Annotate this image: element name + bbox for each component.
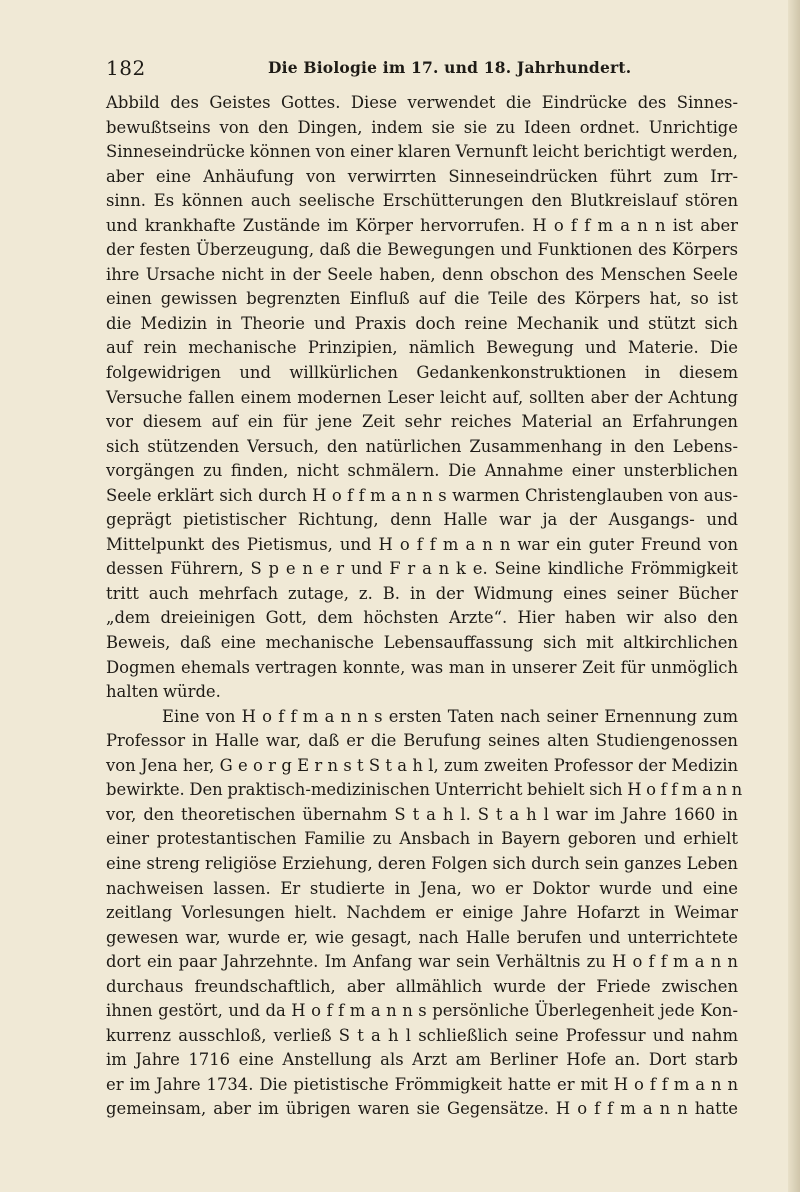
- text-line: die Medizin in Theorie und Praxis doch reine Mechanik und stützt sich: [106, 313, 738, 333]
- text-line: auf rein mechanische Prinzipien, nämlich Bewegung und Materie. Die: [106, 338, 738, 358]
- text-line: von Jena her, G e o r g E r n s t S t a h l, zum zweiten Professor der Medizin: [106, 755, 738, 775]
- text-line: gewesen war, wurde er, wie gesagt, nach Halle berufen und unterrichtete: [106, 927, 738, 947]
- text-line: dessen Führern, S p e n e r und F r a n k e. Seine kindliche Frömmigkeit: [106, 559, 738, 579]
- text-line: vorgängen zu finden, nicht schmälern. Die Annahme einer unsterblichen: [106, 461, 738, 481]
- text-line: „dem dreieinigen Gott, dem höchsten Arzte“. Hier haben wir also den: [106, 608, 738, 628]
- text-line: tritt auch mehrfach zutage, z. B. in der Widmung eines seiner Bücher: [106, 583, 738, 603]
- text-line: halten würde.: [106, 682, 221, 702]
- text-line: bewirkte. Den praktisch-medizinischen Unterricht behielt sich H o f f m a n n: [106, 780, 743, 800]
- text-line: ihre Ursache nicht in der Seele haben, denn obschon des Menschen Seele: [106, 264, 738, 284]
- page-number: 182: [106, 56, 146, 80]
- text-line: er im Jahre 1734. Die pietistische Frömmigkeit hatte er mit H o f f m a n n: [106, 1074, 738, 1094]
- text-line: vor diesem auf ein für jene Zeit sehr reiches Material an Erfahrungen: [106, 412, 738, 432]
- text-line: im Jahre 1716 eine Anstellung als Arzt am Berliner Hofe an. Dort starb: [106, 1050, 738, 1070]
- text-line: der festen Überzeugung, daß die Bewegungen und Funktionen des Körpers: [106, 240, 738, 260]
- text-line: zeitlang Vorlesungen hielt. Nachdem er einige Jahre Hofarzt in Weimar: [106, 903, 738, 923]
- body-text: [106, 91, 743, 1122]
- text-line: Sinneseindrücke können von einer klaren Vernunft leicht berichtigt werden,: [106, 142, 738, 162]
- text-line: Abbild des Geistes Gottes. Diese verwendet die Eindrücke des Sinnes-: [106, 93, 738, 112]
- text-line: geprägt pietistischer Richtung, denn Halle war ja der Ausgangs- und: [106, 510, 738, 530]
- text-line: bewußtseins von den Dingen, indem sie sie zu Ideen ordnet. Unrichtige: [106, 117, 738, 137]
- text-line: Professor in Halle war, daß er die Berufung seines alten Studiengenossen: [106, 731, 738, 751]
- text-line: dort ein paar Jahrzehnte. Im Anfang war sein Verhältnis zu H o f f m a n n: [106, 952, 738, 972]
- text-line: folgewidrigen und willkürlichen Gedankenkonstruktionen in diesem: [106, 363, 738, 383]
- text-line: ihnen gestört, und da H o f f m a n n s persönliche Überlegenheit jede Kon-: [106, 1001, 738, 1021]
- text-line: gemeinsam, aber im übrigen waren sie Gegensätze. H o f f m a n n hatte: [106, 1099, 738, 1119]
- text-line: einer protestantischen Familie zu Ansbach in Bayern geboren und erhielt: [106, 829, 738, 849]
- text-line: vor, den theoretischen übernahm S t a h l. S t a h l war im Jahre 1660 in: [106, 804, 738, 824]
- text-line: und krankhafte Zustände im Körper hervorrufen. H o f f m a n n ist aber: [106, 215, 738, 235]
- page-edge-shadow: [788, 0, 800, 1192]
- text-line: eine streng religiöse Erziehung, deren Folgen sich durch sein ganzes Leben: [106, 853, 738, 873]
- text-line: Mittelpunkt des Pietismus, und H o f f m a n n war ein guter Freund von: [106, 534, 738, 554]
- text-line: Dogmen ehemals vertragen konnte, was man in unserer Zeit für unmöglich: [106, 657, 738, 677]
- running-title: Die Biologie im 17. und 18. Jahrhundert.: [268, 58, 632, 77]
- text-line: sich stützenden Versuch, den natürlichen Zusammenhang in den Lebens-: [106, 436, 738, 456]
- text-line: Beweis, daß eine mechanische Lebensauffassung sich mit altkirchlichen: [106, 633, 738, 653]
- text-line: Versuche fallen einem modernen Leser leicht auf, sollten aber der Achtung: [106, 387, 738, 407]
- text-line: Eine von H o f f m a n n s ersten Taten nach seiner Ernennung zum: [162, 706, 738, 726]
- text-line: einen gewissen begrenzten Einfluß auf die Teile des Körpers hat, so ist: [106, 289, 738, 309]
- text-line: durchaus freundschaftlich, aber allmählich wurde der Friede zwischen: [106, 976, 738, 996]
- text-line: nachweisen lassen. Er studierte in Jena, wo er Doktor wurde und eine: [106, 878, 738, 898]
- text-line: Seele erklärt sich durch H o f f m a n n s warmen Christenglauben von aus-: [106, 485, 738, 505]
- text-line: sinn. Es können auch seelische Erschütterungen den Blutkreislauf stören: [106, 191, 738, 211]
- text-line: aber eine Anhäufung von verwirrten Sinneseindrücken führt zum Irr-: [106, 166, 738, 186]
- text-line: kurrenz ausschloß, verließ S t a h l schließlich seine Professur und nahm: [106, 1025, 738, 1045]
- page-header: [106, 56, 736, 84]
